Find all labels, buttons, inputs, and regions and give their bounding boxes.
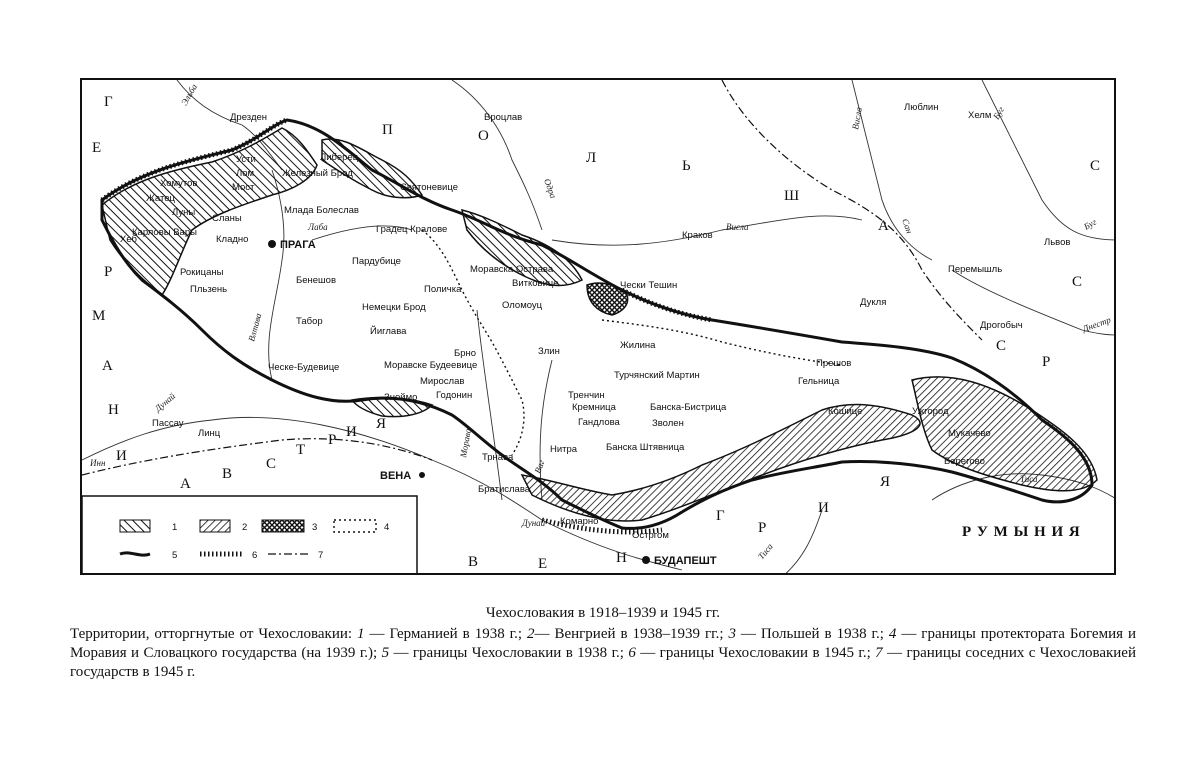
- country-ussr-letter: С: [1072, 274, 1084, 290]
- map-frame: [80, 78, 1116, 575]
- city-label: Банска-Бистрица: [650, 402, 727, 413]
- river-label: Буг: [991, 104, 1007, 121]
- city-label: Зволен: [652, 418, 684, 429]
- city-label: Хелм: [968, 110, 992, 121]
- caption-num: 2: [527, 626, 535, 642]
- country-austria-letter: Р: [328, 432, 338, 448]
- city-label: Гандлова: [578, 417, 620, 428]
- city-label: Остргом: [632, 530, 669, 541]
- city-marker: [419, 472, 425, 478]
- caption-part: — Польшей в 1938 г.;: [735, 626, 889, 642]
- legend-num-1: 1: [172, 522, 178, 533]
- country-poland-letter: Л: [586, 150, 598, 166]
- city-label: Берегово: [944, 456, 985, 467]
- caption-num: 5: [381, 645, 390, 661]
- city-label: Мукачево: [948, 428, 991, 439]
- map-caption: [70, 604, 1136, 682]
- city-label: Жатец: [146, 193, 175, 204]
- city-label: Кремница: [572, 402, 616, 413]
- country-austria-letter: Т: [296, 442, 307, 458]
- city-label: Моравске Будеевице: [384, 360, 478, 371]
- city-label: Нитра: [550, 444, 578, 455]
- city-label: Люблин: [904, 102, 939, 113]
- city-label: Оломоуц: [502, 300, 543, 311]
- city-label: Банска Штявница: [606, 442, 685, 453]
- country-hungary-letter: Г: [716, 508, 726, 524]
- river-label: Дунай: [152, 390, 178, 414]
- city-label: Комарно: [560, 516, 599, 527]
- city-budapesht: БУДАПЕШТ: [654, 555, 717, 567]
- city-label: Кошице: [828, 406, 863, 417]
- country-germany-letter: А: [102, 358, 114, 374]
- caption-part: — Венгрией в 1938–1939 гг.;: [534, 626, 729, 642]
- country-poland-letter: Ь: [682, 158, 692, 174]
- country-ussr-letter: Р: [1042, 354, 1052, 370]
- city-label: Кладно: [216, 234, 249, 245]
- city-label: Гельница: [798, 376, 840, 387]
- country-hungary-letter: Н: [616, 550, 628, 566]
- city-label: Карловы Вары: [132, 227, 197, 238]
- river-label: Днестр: [1081, 314, 1112, 334]
- city-label: Хеб: [120, 234, 137, 245]
- city-label: Трнава: [482, 452, 514, 463]
- city-label: Злин: [538, 346, 560, 357]
- city-label: Йиглава: [370, 326, 407, 337]
- city-label: Тренчин: [568, 390, 605, 401]
- city-label: Табор: [296, 316, 323, 327]
- country-austria-letter: Я: [376, 416, 388, 432]
- city-label: Вроцлав: [484, 112, 523, 123]
- river-label: Влтава: [246, 312, 264, 343]
- country-hungary-letter: Я: [880, 474, 892, 490]
- river-label: Эльба: [179, 82, 200, 107]
- city-label: Витковице: [512, 278, 559, 289]
- city-label: Братислава: [478, 484, 531, 495]
- river-label: Тиса: [1020, 474, 1038, 484]
- city-label: Турчянский Мартин: [614, 370, 700, 381]
- country-austria-letter: А: [180, 476, 192, 492]
- city-label: Сланы: [212, 213, 242, 224]
- legend-box: [82, 496, 417, 575]
- city-label: Святоневице: [400, 182, 458, 193]
- country-romania: Р У М Ы Н И Я: [962, 524, 1081, 540]
- legend-num-3: 3: [312, 522, 318, 533]
- river-label: Сан: [900, 217, 915, 235]
- caption-title: Чехословакия в 1918–1939 и 1945 гг.: [485, 605, 721, 621]
- city-label: Немецки Брод: [362, 302, 426, 313]
- legend-swatch-1: [120, 520, 150, 532]
- caption-text: [70, 625, 1136, 682]
- country-germany-letter: Р: [104, 264, 114, 280]
- city-label: Ужгород: [912, 406, 949, 417]
- country-poland-letter: П: [382, 122, 394, 138]
- country-hungary-letter: В: [468, 554, 480, 570]
- city-label: Либерец: [320, 152, 359, 163]
- country-poland-letter: А: [878, 218, 890, 234]
- caption-part: — границы Чехословакии в 1945 г.;: [635, 645, 876, 661]
- legend-swatch-2: [200, 520, 230, 532]
- country-poland-letter: Ш: [784, 188, 801, 204]
- legend-swatch-3: [262, 520, 304, 532]
- city-label: Хомутов: [160, 178, 198, 189]
- river-label: Висла: [726, 222, 749, 232]
- caption-num: 7: [875, 645, 883, 661]
- caption-num: 6: [628, 645, 636, 661]
- city-label: Пассау: [152, 418, 184, 429]
- city-marker: [642, 556, 650, 564]
- city-label: Дрогобыч: [980, 320, 1023, 331]
- city-label: Чески Тешин: [620, 280, 678, 291]
- city-label: Мост: [232, 182, 255, 193]
- city-label: Лом: [236, 168, 255, 179]
- caption-part: — границы протектората Богемия и Моравия и Словацкого государства (на 1939 г.);: [70, 626, 1136, 661]
- legend-num-2: 2: [242, 522, 248, 533]
- city-label: Моравска Острава: [470, 264, 554, 275]
- country-germany-letter: И: [116, 448, 128, 464]
- caption-part: — Германией в 1938 г.;: [364, 626, 527, 642]
- river-label: Лаба: [308, 222, 328, 232]
- legend-num-7: 7: [318, 550, 324, 561]
- country-austria-letter: И: [346, 424, 358, 440]
- city-label: Прешов: [816, 358, 852, 369]
- country-hungary-letter: И: [818, 500, 830, 516]
- city-label: Пльзень: [190, 284, 228, 295]
- city-label: Млада Болеслав: [284, 205, 359, 216]
- area-hungary-ruthenia: [912, 377, 1097, 491]
- caption-part: — границы соседних с Чехословакией государств в 1945 г.: [70, 645, 1136, 680]
- country-germany-letter: М: [92, 308, 107, 324]
- country-germany-letter: Е: [92, 140, 103, 156]
- river-label: Одра: [542, 177, 559, 200]
- river-label: Тиса: [755, 541, 775, 562]
- city-label: Брно: [454, 348, 477, 359]
- city-label: Годонин: [436, 390, 473, 401]
- caption-num: 4: [888, 626, 897, 642]
- country-austria-letter: В: [222, 466, 234, 482]
- caption-num: 3: [728, 626, 736, 642]
- city-label: Железный Брод: [282, 168, 353, 179]
- river-label: Ваг: [532, 458, 547, 475]
- country-germany-letter: Г: [104, 94, 114, 110]
- caption-part: Территории, отторгнутые от Чехословакии:: [70, 626, 358, 642]
- legend-num-5: 5: [172, 550, 178, 561]
- map-legend: [82, 496, 417, 575]
- city-label: Луны: [172, 207, 196, 218]
- city-label: Усти: [236, 154, 256, 165]
- river-label: Морава: [458, 427, 474, 459]
- country-ussr-letter: С: [996, 338, 1008, 354]
- country-poland-letter: О: [478, 128, 490, 144]
- legend-num-6: 6: [252, 550, 258, 561]
- city-marker: [268, 240, 276, 248]
- city-label: Зноймо: [384, 392, 418, 403]
- river-label: Дунай: [522, 518, 546, 528]
- caption-part: — границы Чехословакии в 1938 г.;: [389, 645, 629, 661]
- country-hungary-letter: Е: [538, 556, 549, 572]
- country-ussr-letter: С: [1090, 158, 1102, 174]
- country-hungary-letter: Р: [758, 520, 768, 536]
- city-label: Пардубице: [352, 256, 401, 267]
- country-germany-letter: Н: [108, 402, 120, 418]
- city-label: Краков: [682, 230, 713, 241]
- country-austria-letter: С: [266, 456, 278, 472]
- city-label: Рокицаны: [180, 267, 224, 278]
- river-label: Буг: [1082, 216, 1099, 232]
- city-label: Жилина: [620, 340, 656, 351]
- city-label: Ческе-Будевице: [268, 362, 340, 373]
- caption-num: 1: [357, 626, 365, 642]
- river-label: Висла: [850, 106, 864, 131]
- city-praha: ПРАГА: [280, 239, 316, 251]
- city-label: Дукля: [860, 297, 887, 308]
- city-vena: ВЕНА: [380, 470, 412, 482]
- legend-num-4: 4: [384, 522, 390, 533]
- city-label: Львов: [1044, 237, 1071, 248]
- city-label: Перемышль: [948, 264, 1003, 275]
- city-label: Линц: [198, 428, 221, 439]
- city-label: Поличка: [424, 284, 462, 295]
- city-label: Мирослав: [420, 376, 465, 387]
- city-label: Градец Кралове: [376, 224, 448, 235]
- city-label: Бенешов: [296, 275, 336, 286]
- river-label: Инн: [90, 458, 106, 468]
- historical-map: [82, 80, 1116, 575]
- city-label: Дрезден: [230, 112, 268, 123]
